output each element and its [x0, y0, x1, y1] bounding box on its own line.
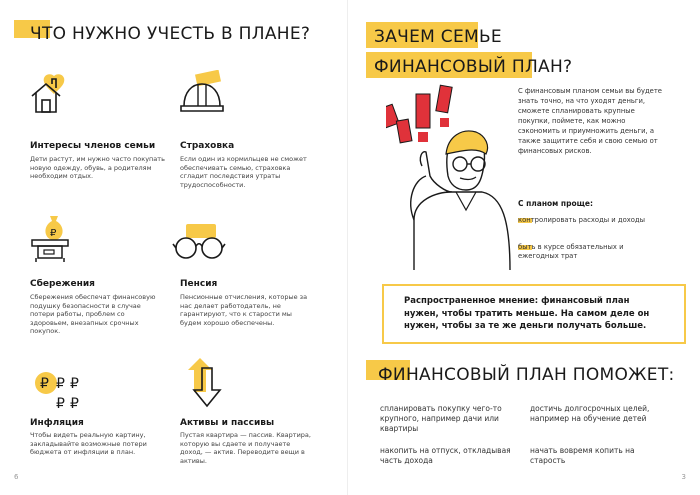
item-title-insurance: Страховка — [180, 141, 235, 151]
item-text-savings: Сбережения обеспечат финансовую подушку безопасности в случае потери работы, проблем со здоровьем, внезапных срочных покупок. — [30, 293, 156, 335]
scale-moneybag-icon — [28, 212, 76, 268]
hardhat-icon — [178, 70, 226, 122]
left-page — [0, 0, 345, 495]
left-heading: ЧТО НУЖНО УЧЕСТЬ В ПЛАНЕ? — [30, 24, 311, 44]
rubles-icon — [32, 370, 82, 416]
glasses-icon — [172, 222, 228, 266]
item-text-insurance: Если один из кормильцев не сможет обеспечивать семью, страховка сгладит последствия утраты трудоспособности. — [180, 155, 307, 189]
helps-item: накопить на отпуск, откладывая часть дохода — [380, 446, 511, 465]
quote-text: Распространенное мнение: финансовый план нужен, чтобы тратить меньше. На самом деле он нужен, чтобы за те же деньги получать больше. — [404, 296, 650, 331]
item-text-interests: Дети растут, им нужно часто покупать новую одежду, обувь, а родителям необходим отдых. — [30, 155, 165, 180]
item-title-savings: Сбережения — [30, 279, 95, 289]
helps-item: достичь долгосрочных целей, например на обучение детей — [530, 404, 650, 423]
page-divider — [347, 0, 348, 495]
item-title-assets: Активы и пассивы — [180, 418, 275, 428]
thinking-man-illustration — [386, 80, 516, 274]
item-text-inflation: Чтобы видеть реальную картину, закладывайте возможные потери бюджета от инфляции в план. — [30, 431, 147, 456]
ruble-glyph: ₽ — [70, 376, 79, 392]
intro-text: С финансовым планом семьи вы будете знать точно, на что уходят деньги, сможете спланировать крупные покупки, поймете, как можно сэкономить и приумножить деньги, а также защитите себя и свою семью от финансовых рисков. — [518, 87, 662, 155]
item-title-interests: Интересы членов семьи — [30, 141, 156, 151]
helps-heading: ФИНАНСОВЫЙ ПЛАН ПОМОЖЕТ: — [378, 365, 675, 385]
helps-item: спланировать покупку чего-то крупного, например дачи или квартиры — [380, 404, 502, 433]
simpler-item: быть в курсе обязательных и ежегодных трат — [518, 243, 624, 260]
right-page — [352, 0, 700, 495]
page-number-right: 3 — [681, 473, 686, 481]
helps-item: начать вовремя копить на старость — [530, 446, 635, 465]
simpler-title: С планом проще: — [518, 199, 594, 208]
item-text-assets: Пустая квартира — пассив. Квартира, которую вы сдаете и получаете доход, — актив. Переводите вещи в активы. — [180, 431, 311, 465]
item-title-inflation: Инфляция — [30, 418, 84, 428]
right-heading-line1: ЗАЧЕМ СЕМЬЕ — [374, 27, 502, 47]
ruble-glyph: ₽ — [70, 396, 79, 412]
ruble-glyph: ₽ — [40, 376, 49, 392]
item-title-pension: Пенсия — [180, 279, 218, 289]
item-text-pension: Пенсионные отчисления, которые за нас делает работодатель, не гарантируют, что к старости мы будем хорошо обеспечены. — [180, 293, 308, 327]
arrows-icon — [182, 356, 226, 416]
svg-text:₽: ₽ — [50, 228, 57, 239]
ruble-glyph: ₽ — [56, 396, 65, 412]
simpler-item: контролировать расходы и доходы — [518, 216, 645, 224]
page-number-left: 6 — [14, 473, 19, 481]
right-heading-line2: ФИНАНСОВЫЙ ПЛАН? — [374, 57, 573, 77]
ruble-glyph: ₽ — [56, 376, 65, 392]
quote-box — [382, 284, 686, 344]
house-heart-icon — [28, 72, 72, 120]
